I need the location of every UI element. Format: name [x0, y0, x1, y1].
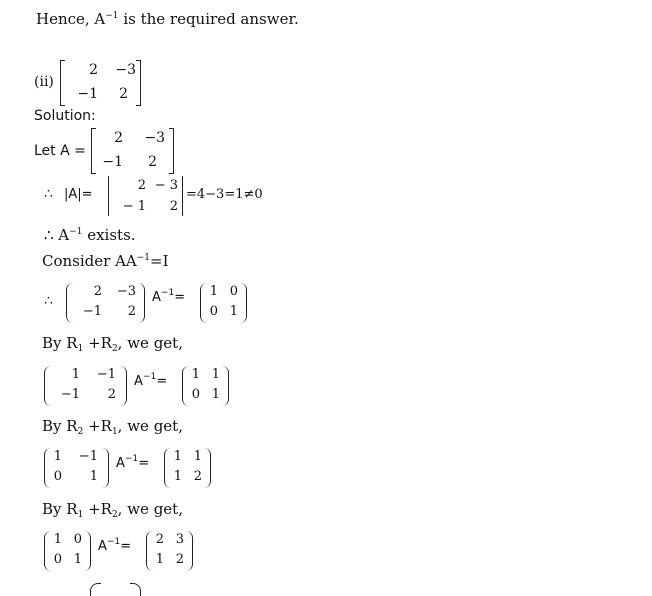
- matrix-cell: 1: [191, 367, 200, 382]
- matrix-right-paren: [204, 448, 211, 488]
- matrix-cell: 1: [173, 469, 182, 484]
- eq2-right-matrix: [182, 366, 232, 408]
- matrix-cell: 2: [155, 532, 164, 547]
- inverse-superscript: −1: [69, 227, 83, 237]
- eq4-left-matrix: [44, 531, 96, 573]
- matrix-cell: 3: [175, 532, 184, 547]
- matrix-cell: 0: [191, 387, 200, 402]
- matrix-cell: 2: [127, 304, 136, 319]
- matrix-cell: 1: [193, 449, 202, 464]
- matrix-cell: 1: [155, 552, 164, 567]
- matrix-cell: −1: [82, 304, 102, 319]
- matrix-cell: 2: [175, 552, 184, 567]
- matrix-cell: 0: [229, 284, 238, 299]
- eq1-inverse-term: [152, 290, 185, 305]
- matrix-right-paren: [240, 283, 247, 323]
- inverse-superscript: −1: [142, 372, 157, 382]
- inverse-superscript: −1: [106, 537, 121, 547]
- determinant-right-bar: [182, 176, 183, 216]
- therefore-symbol: ∴: [44, 293, 53, 309]
- matrix-cell: −1: [78, 449, 98, 464]
- matrix-left-paren: [66, 283, 73, 323]
- matrix-cell: 2: [137, 178, 146, 193]
- matrix-cell: −1: [77, 86, 98, 102]
- inverse-superscript: −1: [124, 454, 139, 464]
- let-a-label: Let A =: [34, 143, 86, 159]
- subscript: 1: [77, 344, 84, 354]
- matrix-right-paren: [222, 366, 229, 406]
- matrix-left-bracket: [91, 128, 96, 174]
- matrix-cell: 2: [148, 154, 157, 170]
- row-op-text: By R: [42, 500, 78, 518]
- matrix-cell: 1: [89, 469, 98, 484]
- matrix-right-paren: [130, 583, 141, 596]
- matrix-cell: 2: [114, 130, 123, 146]
- eq2-inverse-term: [134, 374, 167, 389]
- matrix-cell: 2: [193, 469, 202, 484]
- exists-text: ∴ A: [44, 226, 70, 244]
- eq4-inverse-term: [98, 539, 131, 554]
- matrix-cell: 0: [53, 469, 62, 484]
- a-symbol: A: [98, 539, 107, 554]
- row-op-text: +R: [83, 417, 112, 435]
- eq2-left-matrix: [44, 366, 130, 408]
- determinant-result: =4−3=1≠0: [186, 187, 263, 202]
- eq1-left-matrix: [66, 283, 148, 325]
- matrix-cell: 1: [211, 387, 220, 402]
- matrix-cell: 1: [209, 284, 218, 299]
- row-operation-3: [42, 500, 183, 518]
- part-label: (ii): [34, 74, 54, 90]
- matrix-cell: 1: [53, 532, 62, 547]
- matrix-cell: −3: [144, 130, 165, 146]
- row-op-text: , we get,: [117, 500, 183, 518]
- subscript: 1: [77, 510, 84, 520]
- matrix-cell: 2: [119, 86, 128, 102]
- matrix-cell: − 1: [122, 199, 146, 214]
- matrix-right-paren: [120, 366, 127, 406]
- matrix-cell: 1: [173, 449, 182, 464]
- a-symbol: A: [116, 456, 125, 471]
- matrix-cell: 2: [89, 62, 98, 78]
- part-matrix: [60, 60, 144, 106]
- matrix-cell: −1: [102, 154, 123, 170]
- matrix-left-paren: [44, 366, 51, 406]
- determinant-lhs: |A|=: [64, 187, 93, 202]
- row-operation-1: [42, 334, 183, 352]
- consider-rest: =I: [150, 252, 169, 270]
- conclusion-rest: is the required answer.: [118, 10, 299, 28]
- therefore-symbol: ∴: [44, 186, 53, 202]
- matrix-cell: 2: [93, 284, 102, 299]
- matrix-cell: 1: [53, 449, 62, 464]
- matrix-cell: − 3: [154, 178, 178, 193]
- eq1-right-matrix: [200, 283, 252, 325]
- matrix-cell: −3: [116, 284, 136, 299]
- matrix-cell: 2: [107, 387, 116, 402]
- matrix-cell: 1: [71, 367, 80, 382]
- consider-text: Consider AA: [42, 252, 137, 270]
- matrix-right-bracket: [169, 128, 174, 174]
- equals-sign: =: [156, 374, 168, 389]
- row-op-text: , we get,: [117, 417, 183, 435]
- matrix-right-paren: [84, 531, 91, 571]
- cutoff-matrix-edge: [90, 583, 150, 593]
- equals-sign: =: [138, 456, 150, 471]
- row-operation-2: [42, 417, 183, 435]
- matrix-cell: 0: [209, 304, 218, 319]
- a-symbol: A: [152, 290, 161, 305]
- a-symbol: A: [134, 374, 143, 389]
- subscript: 2: [77, 427, 84, 437]
- solution-label: Solution:: [34, 108, 96, 124]
- equals-sign: =: [174, 290, 186, 305]
- matrix-cell: 2: [169, 199, 178, 214]
- conclusion-line: [36, 10, 299, 28]
- matrix-cell: −3: [115, 62, 136, 78]
- exists-rest: exists.: [82, 226, 136, 244]
- matrix-right-paren: [186, 531, 193, 571]
- determinant-matrix: [108, 176, 188, 218]
- row-op-text: +R: [83, 500, 112, 518]
- row-op-text: , we get,: [117, 334, 183, 352]
- eq3-right-matrix: [164, 448, 214, 490]
- matrix-cell: −1: [60, 387, 80, 402]
- matrix-cell: 1: [73, 552, 82, 567]
- matrix-right-bracket: [136, 60, 141, 106]
- subscript: 1: [111, 427, 118, 437]
- determinant-left-bar: [108, 176, 109, 216]
- inverse-superscript: −1: [136, 253, 151, 263]
- row-op-text: By R: [42, 417, 78, 435]
- conclusion-text: Hence, A: [36, 10, 106, 28]
- matrix-cell: 1: [211, 367, 220, 382]
- consider-line: [42, 252, 169, 270]
- matrix-cell: 0: [53, 552, 62, 567]
- matrix-cell: 0: [73, 532, 82, 547]
- eq3-left-matrix: [44, 448, 112, 490]
- inverse-superscript: −1: [160, 288, 175, 298]
- matrix-left-bracket: [60, 60, 65, 106]
- row-op-text: +R: [83, 334, 112, 352]
- subscript: 2: [111, 344, 118, 354]
- inverse-exists-line: [44, 226, 136, 244]
- equals-sign: =: [120, 539, 132, 554]
- eq4-right-matrix: [146, 531, 196, 573]
- let-a-matrix: [91, 128, 177, 174]
- matrix-right-paren: [102, 448, 109, 488]
- matrix-right-paren: [138, 283, 145, 323]
- subscript: 2: [111, 510, 118, 520]
- matrix-left-paren: [90, 583, 101, 596]
- row-op-text: By R: [42, 334, 78, 352]
- matrix-cell: 1: [229, 304, 238, 319]
- matrix-cell: −1: [96, 367, 116, 382]
- inverse-superscript: −1: [105, 11, 119, 21]
- eq3-inverse-term: [116, 456, 149, 471]
